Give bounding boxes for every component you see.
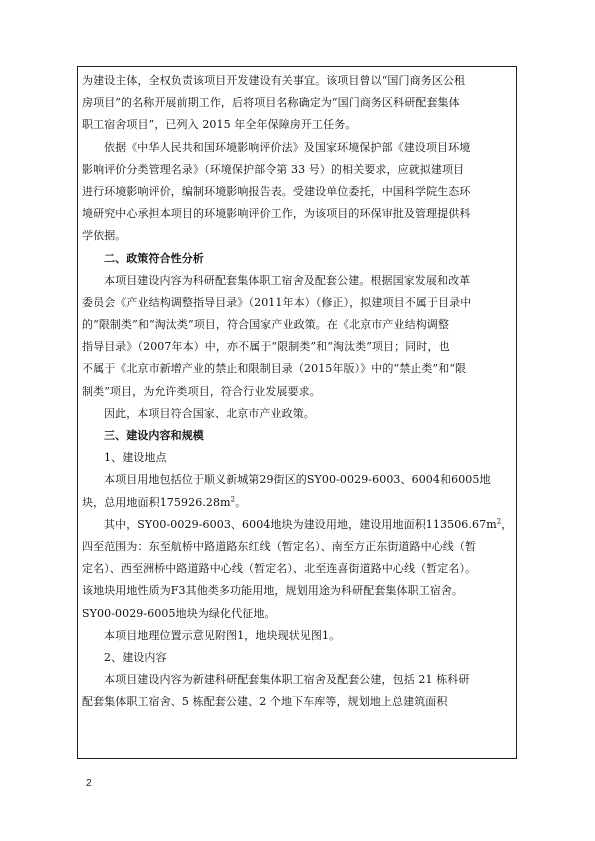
paragraph-line: 影响评价分类管理名录》（环境保护部令第 33 号）的相关要求，应就拟建项目	[82, 162, 465, 176]
area-punctuation: 。	[235, 495, 247, 509]
area-text: 块，总用地面积175926.28m	[82, 495, 231, 509]
paragraph-line: 依据《中华人民共和国环境影响评价法》及国家环境保护部《建设项目环境	[104, 140, 471, 154]
paragraph-line: 境研究中心承担本项目的环境影响评价工作，为该项目的环保审批及管理提供科	[82, 207, 471, 221]
paragraph-line: 因此，本项目符合国家、北京市产业政策。	[104, 406, 315, 420]
paragraph-line: 房项目”的名称开展前期工作，后将项目名称确定为“国门商务区科研配套集体	[82, 96, 460, 110]
paragraph-line	[82, 492, 514, 514]
area-punctuation: ，	[501, 517, 513, 531]
section-heading: 三、建设内容和规模	[104, 429, 204, 442]
section-heading: 二、政策符合性分析	[104, 251, 204, 265]
paragraph-line: 委员会《产业结构调整指导目录》（2011年本）（修正），拟建项目不属于目录中	[82, 295, 472, 309]
area-text: 其中，SY00-0029-6003、6004地块为建设用地，建设用地面积113506.67m	[104, 517, 497, 531]
page-number: 2	[86, 778, 92, 789]
paragraph-line: 进行环境影响评价，编制环境影响报告表。受建设单位委托，中国科学院生态环	[82, 184, 471, 198]
paragraph-line: 四至范围为：东至航桥中路道路东红线（暂定名）、南至方正东街道路中心线（暂	[82, 539, 477, 553]
subsection-heading: 1、建设地点	[104, 451, 167, 465]
paragraph-line: 本项目用地包括位于顺义新城第29街区的SY00-0029-6003、6004和6005地	[104, 473, 491, 487]
paragraph-line: 学依据。	[82, 229, 127, 243]
paragraph-line: 的“限制类”和“淘汰类”项目，符合国家产业政策。在《北京市产业结构调整	[82, 318, 449, 332]
area-unit-superscript: 2	[496, 517, 502, 526]
paragraph-line: 定名）、西至洲桥中路道路中心线（暂定名）、北至连喜街道路中心线（暂定名）。	[82, 562, 477, 576]
area-unit-superscript: 2	[230, 494, 236, 503]
paragraph-line: SY00-0029-6005地块为绿化代征地。	[82, 606, 276, 620]
subsection-heading: 2、建设内容	[104, 650, 167, 664]
paragraph-line: 本项目地理位置示意见附图1，地块现状见图1。	[104, 628, 341, 642]
paragraph-line: 制类”项目，为允许类项目，符合行业发展要求。	[82, 384, 321, 398]
paragraph-line: 职工宿舍项目”，已列入 2015 年全年保障房开工任务。	[82, 118, 357, 132]
paragraph-line: 为建设主体，全权负责该项目开发建设有关事宜。该项目曾以“国门商务区公租	[82, 74, 466, 87]
paragraph-line: 指导目录》（2007年本）中，亦不属于“限制类”和“淘汰类”项目；同时，也	[82, 340, 450, 354]
paragraph-line	[82, 514, 514, 536]
paragraph-line: 不属于《北京市新增产业的禁止和限制目录（2015年版）》中的“禁止类”和“限	[82, 362, 467, 376]
paragraph-line: 本项目建设内容为新建科研配套集体职工宿舍及配套公建，包括 21 栋科研	[104, 673, 470, 687]
document-frame	[77, 66, 517, 759]
paragraph-line: 该地块用地性质为F3其他类多功能用地，规划用途为科研配套集体职工宿舍。	[82, 584, 464, 598]
paragraph-line: 配套集体职工宿舍、5 栋配套公建、2 个地下车库等，规划地上总建筑面积	[82, 695, 448, 709]
paragraph-line: 本项目建设内容为科研配套集体职工宿舍及配套公建。根据国家发展和改革	[104, 273, 471, 287]
